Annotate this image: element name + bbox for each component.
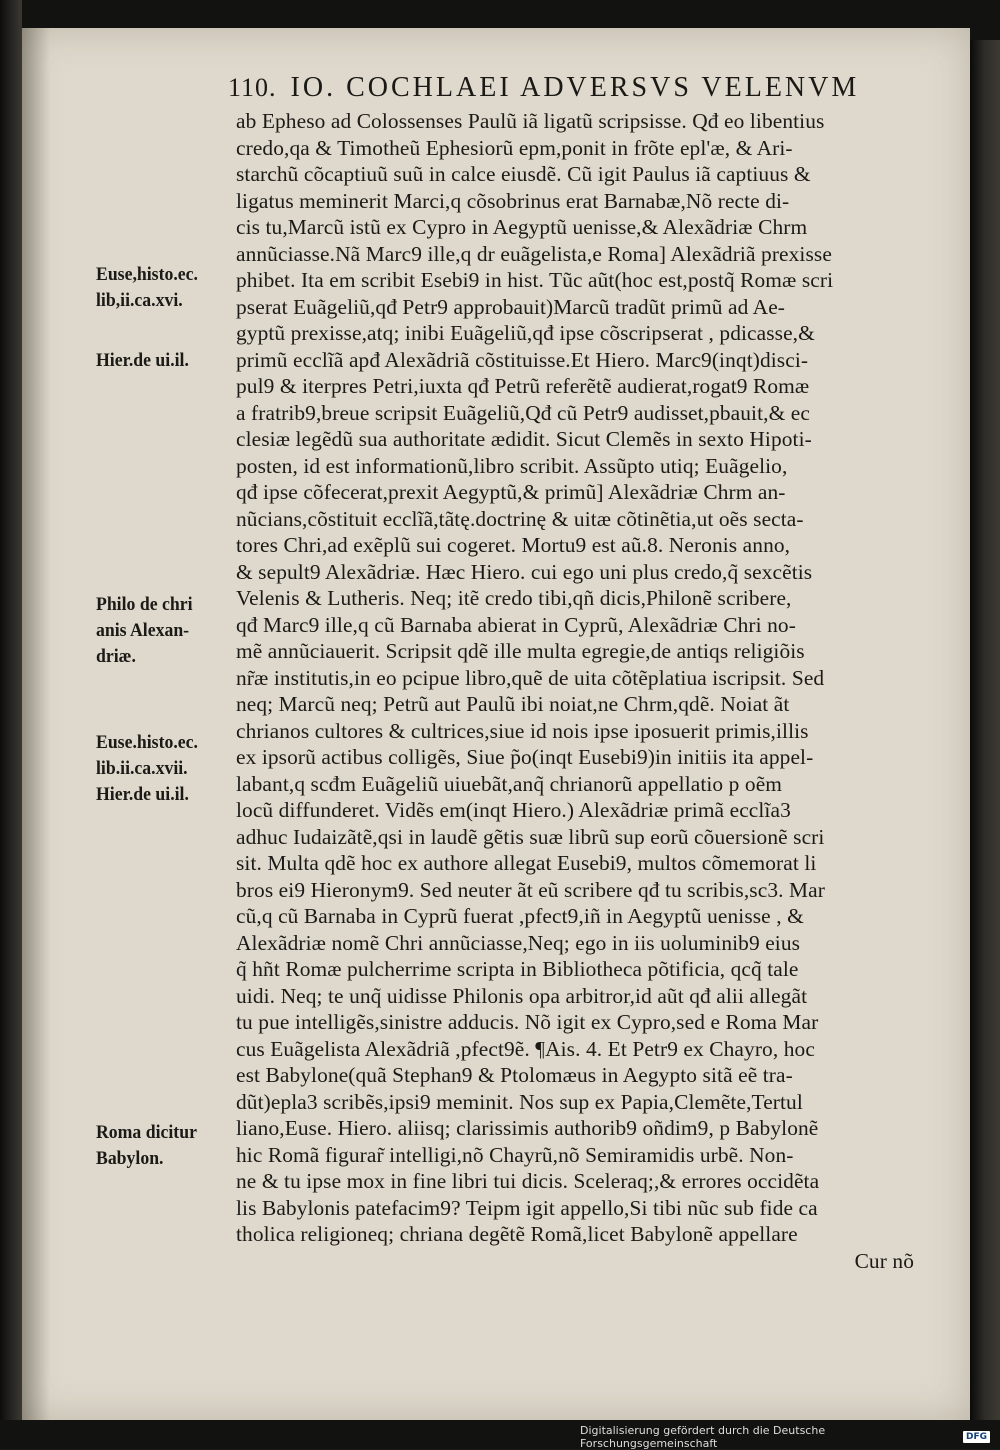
- text-line: ligatus meminerit Marci,q cõsobrinus erat Barnabæ,Nõ recte di-: [236, 188, 790, 213]
- text-line: & sepult9 Alexãdriæ. Hæc Hiero. cui ego uni plus credo,q̃ sexcẽtis: [236, 559, 813, 584]
- marginal-line: driæ.: [96, 646, 136, 667]
- text-line: pserat Euãgeliũ,qđ Petr9 approbauit)Marcũ tradũt primũ ad Ae-: [236, 294, 786, 319]
- text-line: starchũ cõcaptiuũ suũ in calce eiusdẽ. Cũ igit Paulus iã captiuus &: [236, 162, 811, 186]
- text-line: est Babylone(quã Stephan9 & Ptolomæus in Aegypto sitã eẽ tra-: [236, 1063, 793, 1087]
- text-line: phibet. Ita em scribit Esebi9 in hist. Tũc aũt(hoc est,postq̃ Romæ scri: [236, 268, 834, 292]
- footer-credit: Digitalisierung gefördert durch die Deutsche Forschungsgemeinschaft: [580, 1424, 826, 1450]
- text-line: a fratrib9,breue scripsit Euãgeliũ,Qđ cũ Petr9 audisset,pbauit,& ec: [236, 400, 810, 425]
- text-line: mẽ annũciauerit. Scripsit qdẽ ille multa egregie,de antiqs religiõis: [236, 639, 805, 663]
- text-line: chrianos cultores & cultrices,siue id nois ipse iposuerit primis,illis: [236, 718, 809, 743]
- text-line: Velenis & Lutheris. Neq; itẽ credo tibi,qñ dicis,Philonẽ scribere,: [236, 586, 792, 610]
- text-line: locũ diffunderet. Vidẽs em(inqt Hiero.) Alexãdriæ primã ecclĩa3: [236, 798, 791, 822]
- marginal-note-euse-1: [96, 262, 246, 314]
- marginal-note-hier-1: [96, 348, 246, 374]
- text-line: tholica religioneq; chriana degẽtẽ Romã,licet Babylonẽ appellare: [236, 1222, 798, 1246]
- main-text-block: [236, 108, 936, 1274]
- text-line: Alexãdriæ nomẽ Chri annũciasse,Neq; ego in iis uoluminib9 eius: [236, 930, 801, 955]
- text-line: gyptũ prexisse,atq; inibi Euãgeliũ,qđ ipse cõscripserat , pdicasse,&: [236, 321, 815, 345]
- binding-edge: [0, 0, 22, 1420]
- text-line: tu pue intelligẽs,sinistre adducis. Nõ igit ex Cypro,sed e Roma Mar: [236, 1010, 819, 1034]
- text-line: ab Epheso ad Colossenses Paulũ iã ligatũ scripsisse. Qđ eo libentius: [236, 109, 825, 133]
- text-line: clesiæ legẽdũ sua authoritate ædidit. Sicut Clemẽs in sexto Hipoti-: [236, 427, 812, 451]
- marginal-line: Babylon.: [96, 1148, 164, 1169]
- text-line: q̃ hñt Romæ pulcherrime scripta in Bibliotheca põtificia, qcq̃ tale: [236, 957, 799, 981]
- marginal-line: lib,ii.ca.xvi.: [96, 290, 183, 311]
- marginal-note-philo: [96, 592, 246, 670]
- text-line: cus Euãgelista Alexãdriã ,pfect9ẽ. ¶Ais. 4. Et Petr9 ex Chayro, hoc: [236, 1036, 815, 1061]
- text-line: credo,qa & Timotheũ Ephesiorũ epm,ponit in frõte epl'æ, & Ari-: [236, 135, 793, 160]
- text-line: labant,q scđm Euãgeliũ uiuebãt,anq̃ chrianorũ appellatio p oẽm: [236, 771, 783, 796]
- dfg-logo: DFG: [963, 1431, 990, 1443]
- page-edge-shadow: [970, 40, 1000, 1420]
- marginal-line: anis Alexan-: [96, 620, 190, 641]
- text-line: cũ,q cũ Barnaba in Cyprũ fuerat ,pfect9,iñ in Aegyptũ uenisse , &: [236, 904, 804, 928]
- digitization-footer: [580, 1424, 990, 1450]
- text-line: annũciasse.Nã Marc9 ille,q dr euãgelista,e Roma] Alexãdriã prexisse: [236, 241, 832, 266]
- text-line: posten, id est informationũ,libro scribit. Assũpto utiq; Euãgelio,: [236, 453, 788, 478]
- text-line: neq; Marcũ neq; Petrũ aut Paulũ ibi noiat,ne Chrm,qdẽ. Noiat ãt: [236, 692, 790, 716]
- folio-number: 110.: [228, 73, 277, 102]
- text-line: lis Babylonis patefacim9? Teipm igit appello,Si tibi nũc sub fide ca: [236, 1195, 818, 1220]
- text-line: dũt)epla3 scribẽs,ipsi9 meminit. Nos sup ex Papia,Clemẽte,Tertul: [236, 1089, 803, 1114]
- marginal-line: Philo de chri: [96, 594, 193, 615]
- text-line: qđ Marc9 ille,q cũ Barnaba abierat in Cyprũ, Alexãdriæ Chri no-: [236, 612, 796, 637]
- catchword: Cur nõ: [854, 1248, 914, 1273]
- marginal-line: Euse,histo.ec.: [96, 264, 198, 285]
- text-line: tores Chri,ad exẽplũ sui cogeret. Mortu9 est aũ.8. Neronis anno,: [236, 533, 791, 557]
- marginal-line: Euse.histo.ec.: [96, 732, 198, 753]
- text-line: liano,Euse. Hiero. aliisq; clarissimis authorib9 oñdim9, p Babylonẽ: [236, 1116, 819, 1140]
- text-line: cis tu,Marcũ istũ ex Cypro in Aegyptũ uenisse,& Alexãdriæ Chrm: [236, 215, 808, 239]
- gutter-shadow: [22, 28, 50, 1420]
- text-line: ne & tu ipse mox in fine libri tui dicis. Sceleraq;,& errores occidẽta: [236, 1169, 820, 1193]
- marginal-line: lib.ii.ca.xvii.: [96, 758, 188, 779]
- text-line: ex ipsorũ actibus colligẽs, Siue p̃o(inqt Eusebi9)in initiis ita appel-: [236, 745, 814, 769]
- text-line: adhuc Iudaizãtẽ,qsi in laudẽ gẽtis suæ librũ sup eorũ cõuersionẽ scri: [236, 824, 825, 849]
- marginal-line: Hier.de ui.il.: [96, 350, 189, 371]
- text-line: primũ ecclĩã apđ Alexãdriã cõstituisse.Et Hiero. Marc9(inqt)disci-: [236, 347, 809, 372]
- text-line: hic Romã figurar̃ intelligi,nõ Chayrũ,nõ Semiramidis urbẽ. Non-: [236, 1142, 794, 1167]
- text-line: uidi. Neq; te unq̃ uidisse Philonis opa arbitror,id aũt qđ alii allegãt: [236, 983, 808, 1008]
- text-line: qđ ipse cõfecerat,prexit Aegyptũ,& primũ] Alexãdriæ Chrm an-: [236, 480, 786, 504]
- marginal-note-roma: [96, 1120, 246, 1172]
- marginal-line: Hier.de ui.il.: [96, 784, 189, 805]
- marginal-line: Roma dicitur: [96, 1122, 197, 1143]
- marginal-note-euse-2: [96, 730, 246, 808]
- text-line: pul9 & iterpres Petri,iuxta qđ Petrũ referẽtẽ audierat,rogat9 Romæ: [236, 374, 810, 398]
- text-line: sit. Multa qdẽ hoc ex authore allegat Eusebi9, multos cõmemorat li: [236, 851, 817, 875]
- text-line: nũcians,cõstituit ecclĩã,tãtę.doctrinę & uitæ cõtinẽtia,ut oẽs secta-: [236, 506, 804, 531]
- running-title: IO. COCHLAEI ADVERSVS VELENVM: [290, 72, 860, 103]
- text-line: bros ei9 Hieronym9. Sed neuter ãt eũ scribere qđ tu scribis,sc3. Mar: [236, 877, 825, 902]
- text-line: nr̃æ institutis,in eo pcipue libro,quẽ de uita cõtẽplatiua iscripsit. Sed: [236, 665, 825, 690]
